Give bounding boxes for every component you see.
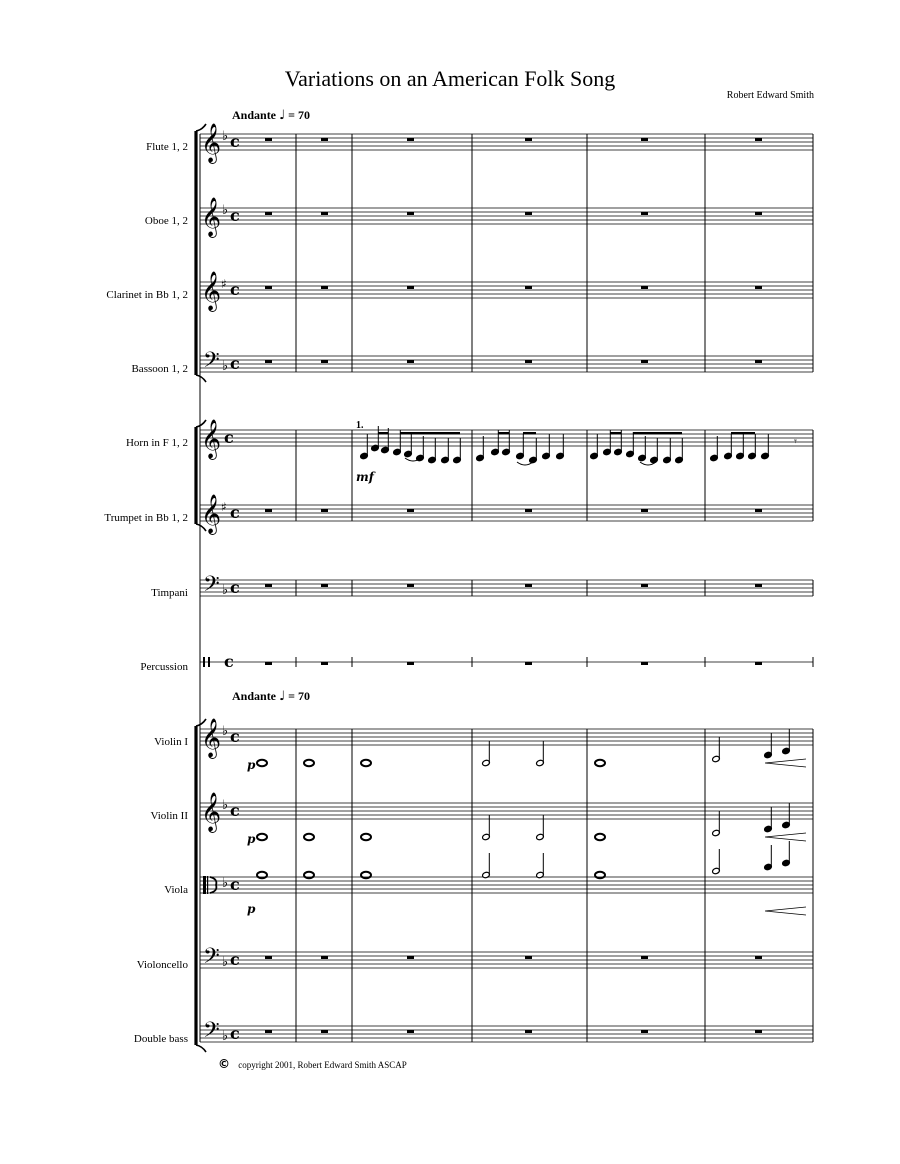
crescendo-hairpin (765, 907, 806, 915)
whole-rest (755, 956, 762, 959)
instrument-label-double-bass: Double bass (133, 1033, 188, 1045)
whole-rest (321, 509, 328, 512)
whole-rest (265, 956, 272, 959)
whole-rest (525, 212, 532, 215)
time-signature: c (230, 132, 240, 151)
whole-rest (265, 584, 272, 587)
time-signature: c (224, 652, 234, 671)
whole-rest (755, 138, 762, 141)
string-whole-note (595, 872, 605, 878)
eighth-rest: 𝄾 (794, 435, 797, 448)
instrument-label-trumpet: Trumpet in Bb 1, 2 (104, 512, 188, 524)
time-signature: c (230, 578, 240, 597)
whole-rest (641, 212, 648, 215)
whole-rest (755, 662, 762, 665)
alto-clef-icon (207, 876, 208, 894)
flat-icon: ♭ (222, 876, 229, 891)
beam (633, 432, 682, 434)
time-signature: c (230, 801, 240, 820)
time-signature: c (230, 503, 240, 522)
instrument-label-timpani: Timpani (151, 587, 188, 599)
whole-rest (525, 956, 532, 959)
tempo-marking-strings (232, 689, 310, 704)
tempo-bpm: = 70 (288, 689, 310, 703)
whole-rest (265, 286, 272, 289)
whole-rest (321, 1030, 328, 1033)
treble-clef-icon: 𝄞 (201, 494, 222, 534)
beam (400, 432, 460, 434)
dynamic-p: p (247, 758, 256, 772)
staff-1 (200, 123, 813, 164)
staff-13 (200, 1018, 813, 1048)
instrument-label-percussion: Percussion (140, 661, 188, 673)
bass-clef-icon: 𝄢 (203, 944, 220, 974)
treble-clef-icon: 𝄞 (201, 197, 222, 237)
string-whole-note (361, 872, 371, 878)
percussion-clef-icon (208, 657, 210, 667)
sharp-icon: ♯ (221, 500, 227, 514)
whole-rest (407, 360, 414, 363)
staff-10 (200, 792, 813, 833)
time-signature: c (230, 950, 240, 969)
staff-4 (200, 348, 813, 378)
bass-clef-icon: 𝄢 (203, 348, 220, 378)
whole-rest (755, 286, 762, 289)
whole-rest (641, 584, 648, 587)
beam (378, 432, 388, 434)
dynamic-p: p (247, 832, 256, 846)
copyright-icon: © (218, 1057, 230, 1071)
whole-rest (407, 956, 414, 959)
time-signature: c (230, 727, 240, 746)
instrument-label-violin-i: Violin I (154, 736, 188, 748)
whole-rest (321, 956, 328, 959)
staff-9 (200, 718, 813, 759)
whole-rest (321, 286, 328, 289)
rehearsal-mark: 1. (356, 420, 364, 431)
whole-rest (321, 212, 328, 215)
whole-rest (641, 138, 648, 141)
instrument-label-violin-ii: Violin II (150, 810, 188, 822)
whole-rest (407, 212, 414, 215)
flat-icon: ♭ (222, 798, 229, 813)
whole-rest (407, 509, 414, 512)
staff-7 (200, 572, 813, 602)
treble-clef-icon: 𝄞 (201, 792, 222, 832)
whole-rest (265, 509, 272, 512)
string-whole-note (595, 760, 605, 766)
whole-rest (265, 138, 272, 141)
whole-rest (641, 956, 648, 959)
whole-rest (641, 286, 648, 289)
instrument-label-violoncello: Violoncello (136, 959, 188, 971)
tempo-marking-top (232, 108, 310, 123)
whole-rest (407, 1030, 414, 1033)
whole-rest (525, 509, 532, 512)
whole-rest (525, 662, 532, 665)
string-whole-note (361, 834, 371, 840)
staff-8 (200, 652, 813, 671)
time-signature: c (230, 206, 240, 225)
whole-rest (407, 584, 414, 587)
copyright-text: copyright 2001, Robert Edward Smith ASCAP (238, 1060, 407, 1070)
whole-rest (321, 360, 328, 363)
time-signature: c (230, 875, 240, 894)
whole-rest (265, 360, 272, 363)
dynamic-p: p (247, 902, 256, 916)
string-whole-note (304, 834, 314, 840)
whole-rest (407, 286, 414, 289)
alto-clef-icon (203, 876, 206, 894)
flat-icon: ♭ (222, 203, 229, 218)
whole-rest (525, 1030, 532, 1033)
flat-icon: ♭ (222, 129, 229, 144)
percussion-clef-icon (203, 657, 205, 667)
whole-rest (755, 584, 762, 587)
staff-6 (200, 494, 813, 535)
whole-rest (755, 1030, 762, 1033)
treble-clef-icon: 𝄞 (201, 419, 222, 459)
dynamic-mf: mf (356, 470, 374, 484)
bass-clef-icon: 𝄢 (203, 572, 220, 602)
whole-rest (525, 286, 532, 289)
score-title: Variations on an American Folk Song (284, 66, 616, 91)
string-whole-note (257, 872, 267, 878)
whole-rest (755, 360, 762, 363)
instrument-label-horn: Horn in F 1, 2 (125, 437, 188, 449)
treble-clef-icon: 𝄞 (201, 271, 222, 311)
whole-rest (265, 662, 272, 665)
whole-rest (265, 212, 272, 215)
time-signature: c (230, 354, 240, 373)
staff-11 (200, 875, 813, 894)
crescendo-hairpin (765, 759, 806, 767)
treble-clef-icon: 𝄞 (201, 123, 222, 163)
beam (523, 432, 536, 434)
flat-icon: ♭ (222, 724, 229, 739)
string-whole-note (361, 760, 371, 766)
sharp-icon: ♯ (221, 277, 227, 291)
whole-rest (525, 138, 532, 141)
whole-rest (321, 584, 328, 587)
tempo-bpm: = 70 (288, 108, 310, 122)
time-signature: c (230, 280, 240, 299)
instrument-label-bassoon: Bassoon 1, 2 (131, 363, 188, 375)
quarter-note-icon: ♩ (279, 108, 286, 123)
tempo-text: Andante (232, 689, 277, 703)
tempo-text: Andante (232, 108, 277, 122)
treble-clef-icon: 𝄞 (201, 718, 222, 758)
whole-rest (407, 138, 414, 141)
whole-rest (321, 662, 328, 665)
instrument-label-viola: Viola (164, 884, 188, 896)
staff-12 (200, 944, 813, 974)
string-whole-note (257, 760, 267, 766)
instrument-label-oboe: Oboe 1, 2 (144, 215, 188, 227)
whole-rest (641, 1030, 648, 1033)
flat-icon: ♭ (222, 1029, 229, 1044)
whole-rest (755, 509, 762, 512)
instrument-label-clarinet: Clarinet in Bb 1, 2 (106, 289, 188, 301)
flat-icon: ♭ (222, 583, 229, 598)
crescendo-hairpin (765, 833, 806, 841)
whole-rest (265, 1030, 272, 1033)
instrument-label-flute: Flute 1, 2 (146, 141, 188, 153)
copyright-notice (218, 1057, 407, 1071)
beam (610, 432, 621, 434)
whole-rest (321, 138, 328, 141)
flat-icon: ♭ (222, 359, 229, 374)
whole-rest (755, 212, 762, 215)
whole-rest (641, 360, 648, 363)
beam (731, 432, 755, 434)
whole-rest (641, 662, 648, 665)
string-whole-note (257, 834, 267, 840)
whole-rest (641, 509, 648, 512)
staff-2 (200, 197, 813, 238)
staff-3 (200, 271, 813, 312)
string-whole-note (304, 760, 314, 766)
flat-icon: ♭ (222, 955, 229, 970)
string-whole-note (595, 834, 605, 840)
beam (498, 432, 509, 434)
whole-rest (525, 584, 532, 587)
time-signature: c (224, 428, 234, 447)
string-whole-note (304, 872, 314, 878)
whole-rest (525, 360, 532, 363)
bass-clef-icon: 𝄢 (203, 1018, 220, 1048)
composer-name: Robert Edward Smith (726, 90, 814, 101)
time-signature: c (230, 1024, 240, 1043)
whole-rest (407, 662, 414, 665)
quarter-note-icon: ♩ (279, 689, 286, 704)
